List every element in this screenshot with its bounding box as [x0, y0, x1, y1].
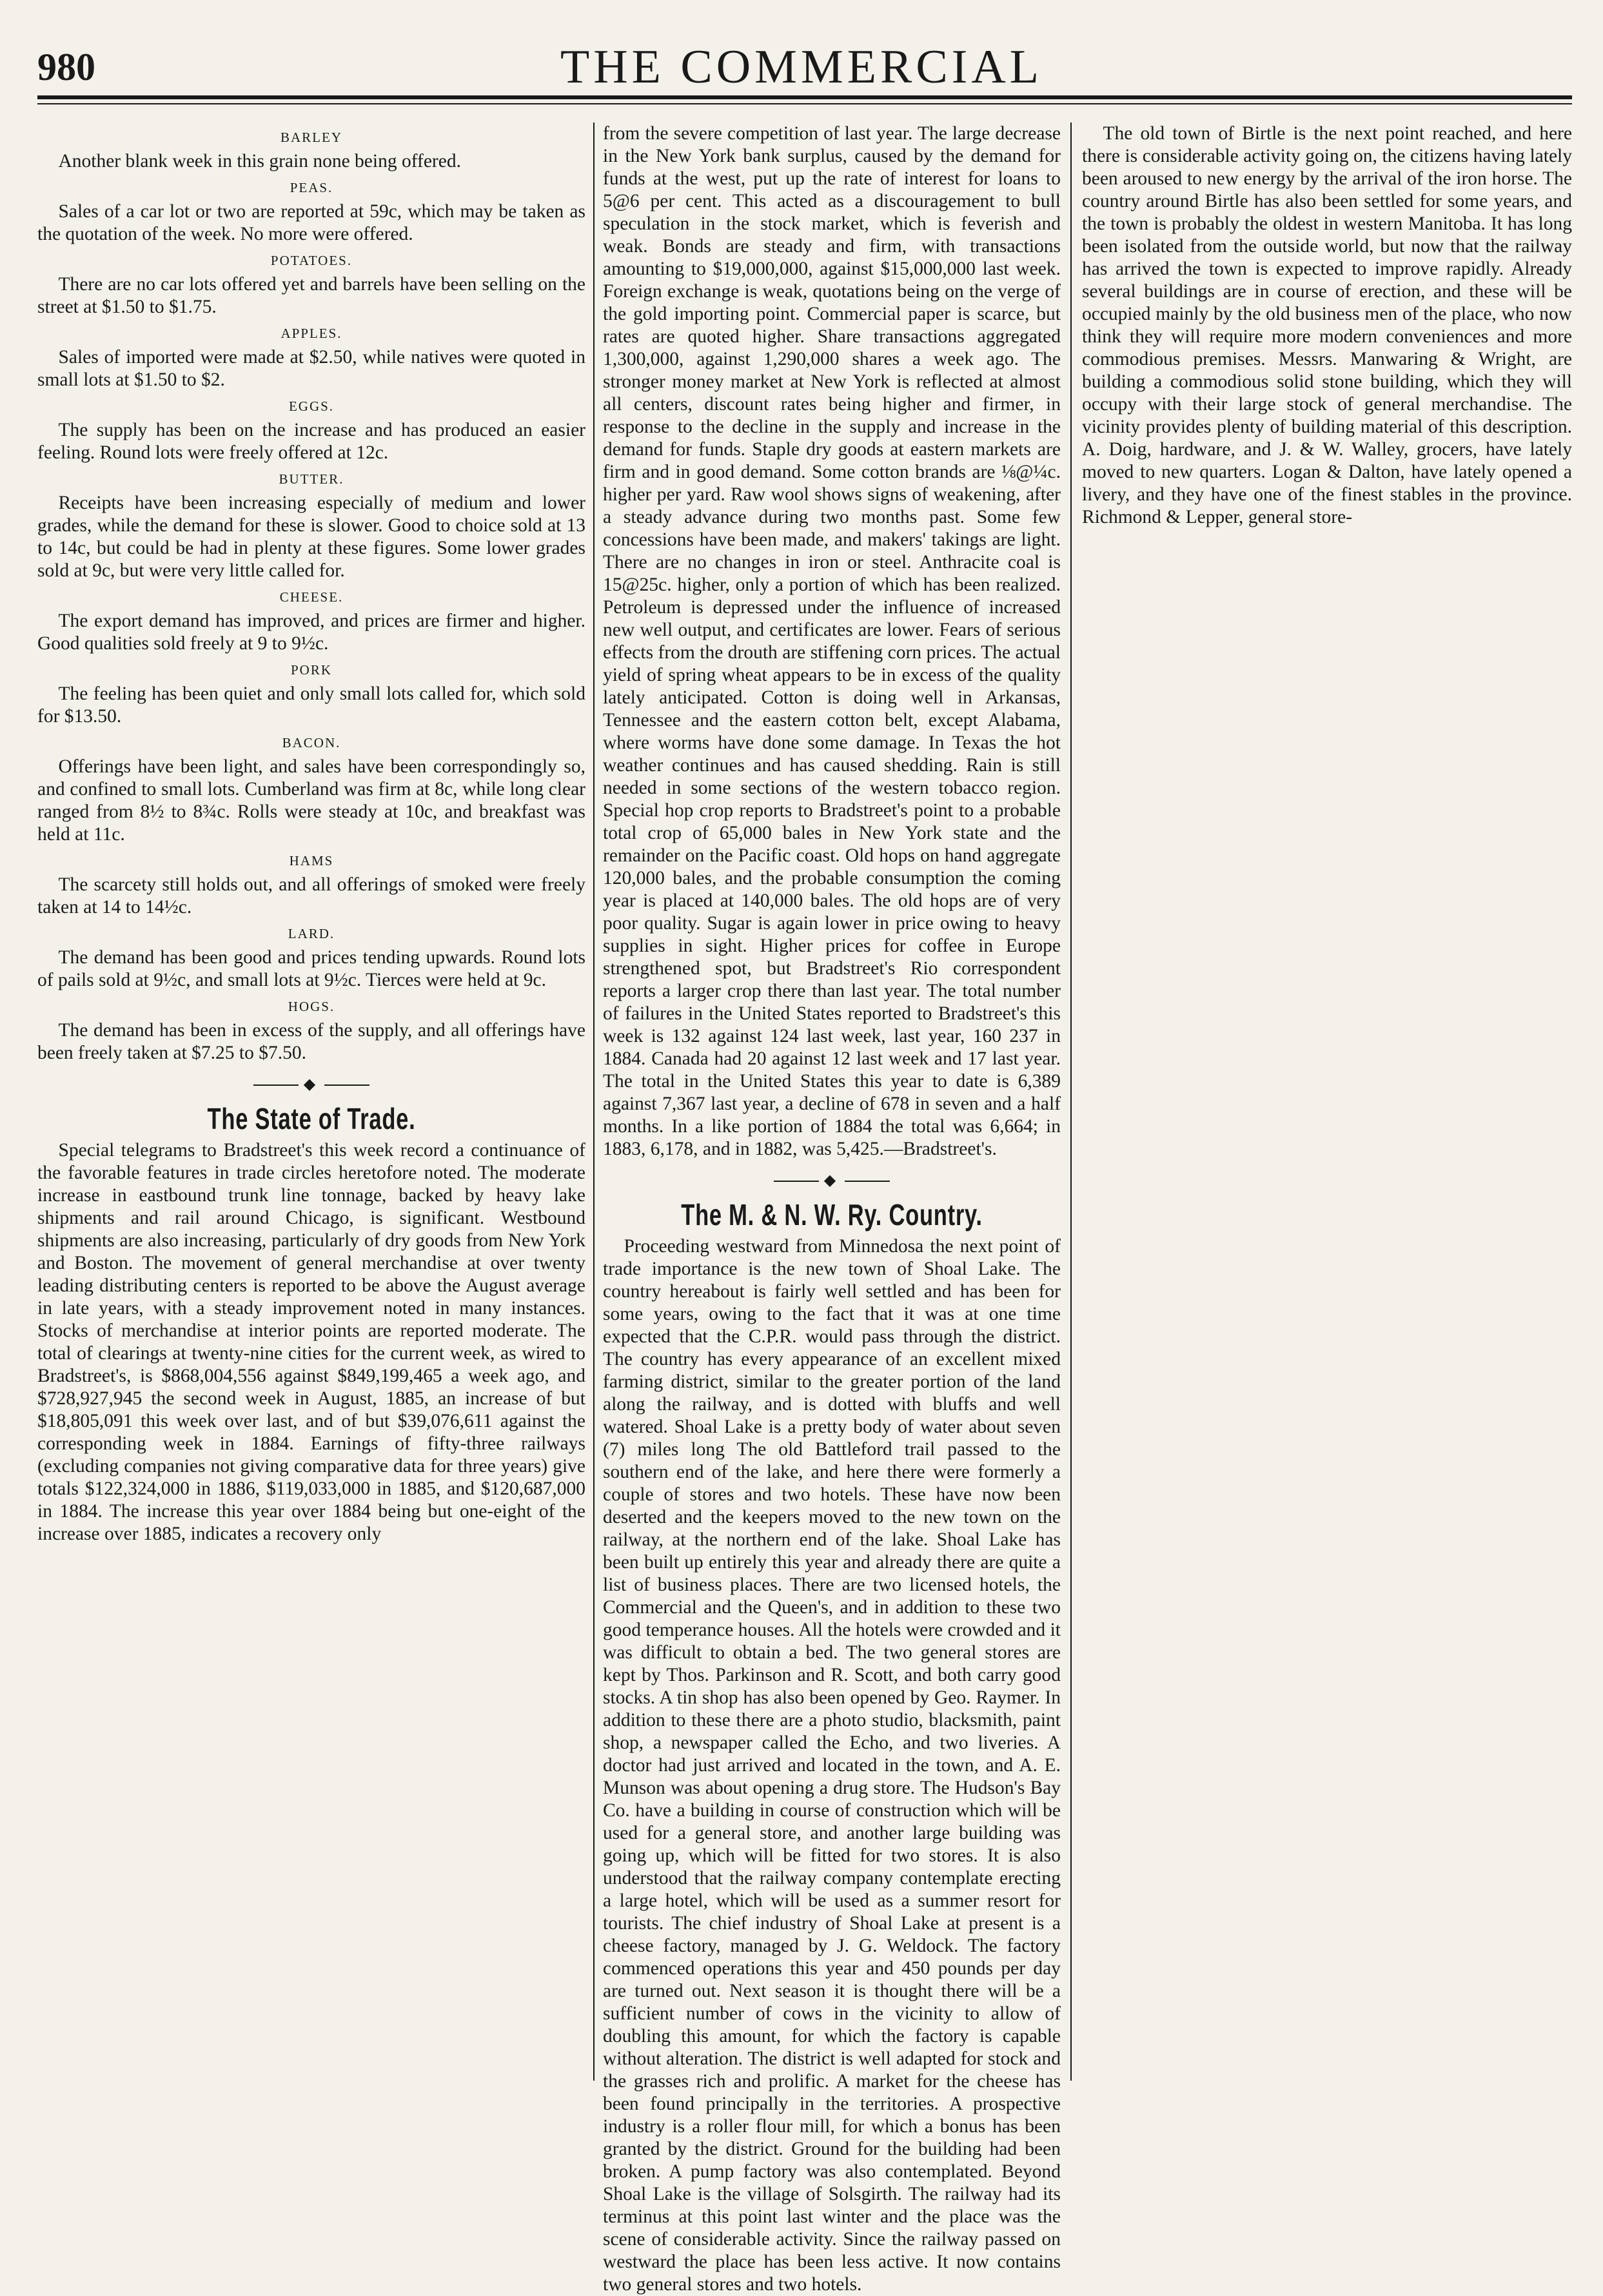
market-peas-head: PEAS. [290, 180, 333, 195]
market-apples-head: APPLES. [280, 326, 342, 341]
trade-section-title: The State of Trade. [207, 1102, 416, 1135]
section-ornament: ◆ [603, 1170, 1061, 1192]
market-cheese-text: The export demand has improved, and prices are firmer and higher. Good qualities sold freely at 9 to 9½c. [37, 611, 585, 654]
railway-paragraph-1: Proceeding westward from Minnedosa the next point of trade importance is the new town of Shoal Lake. The country hereabout is fairly well settled and has been for some years, owing to the fact that it was at one time expected that the C.P.R. would pass through the district. The country has every appearance of an excellent mixed farming district, similar to the greater portion of the land along the railway, and is dotted with bluffs and well watered. Shoal Lake is a pretty body of water about seven (7) miles long The old Battleford trail passed to the southern end of the lake, and here there were formerly a couple of stores and two hotels. These have now been deserted and the keepers moved to the new town on the railway, at the northern end of the lake. Shoal Lake has been built up entirely this year and already there are quite a list of business places. There are two licensed hotels, the Commercial and the Queen's, and in addition to these two good temperance houses. All the hotels were crowded and it was difficult to obtain a bed. The two general stores are kept by Thos. Parkinson and R. Scott, and both carry good stocks. A tin shop has also been opened by Geo. Raymer. In addition to these there are a photo studio, blacksmith, paint shop, a newspaper called the Echo, and two liveries. A doctor had just arrived and located in the town, and A. E. Munson was about opening a drug store. The Hudson's Bay Co. have a building in course of construction which will be used for a general store, and another large building was going up, which will be fitted for two stores. It is also understood that the railway company contemplate erecting a large hotel, which will be used as a summer resort for tourists. The chief industry of Shoal Lake at present is a cheese factory, managed by J. G. Weldock. The factory commenced operations this year and 450 pounds per day are turned out. Next season it is thought there will be a sufficient number of cows in the vicinity to allow of doubling this amount, for which the factory is capable without alteration. The district is well adapted for stock and the grasses rich and prolific. A market for the cheese has been found principally in the territories. A prospective industry is a roller flour mill, for which a bonus has been granted by the district. Ground for the building had been broken. A pump factory was also contemplated. Beyond Shoal Lake is the village of Solsgirth. The railway had its terminus at this point last winter and the place was the scene of considerable activity. Since the railway passed on westward the place has been less active. It now contains two general stores and two hotels. [603, 1236, 1061, 2295]
market-lard-text: The demand has been good and prices tending upwards. Round lots of pails sold at 9½c, and small lots at 9½c. Tierces were held at 9c. [37, 947, 585, 990]
market-barley-head: BARLEY [280, 130, 342, 145]
trade-paragraph-2: from the severe competition of last year. The large decrease in the New York bank surplus, caused by the demand for funds at the west, put up the rate of interest for loans to 5@6 per cent. This acted as a discouragement to bull speculation in the stock market, which is feverish and weak. Bonds are steady and firm, with transactions amounting to $19,000,000, against $15,000,000 last week. Foreign exchange is weak, quotations being on the verge of the gold importing point. Commercial paper is scarce, but rates are quoted higher. Share transactions aggregated 1,300,000, against 1,290,000 shares a week ago. The stronger money market at New York is reflected at almost all centers, discount rates being higher and firmer, in response to the decline in the supply and increase in the demand for funds. Staple dry goods at eastern markets are firm and in good demand. Some cotton brands are ⅛@¼c. higher per yard. Raw wool shows signs of weakening, after a steady advance during two months past. Some few concessions have been made, and makers' takings are light. There are no changes in iron or steel. Anthracite coal is 15@25c. higher, only a portion of which has been realized. Petroleum is depressed under the influence of increased new well output, and certificates are lower. Fears of serious effects from the drouth are stiffening corn prices. The actual yield of spring wheat appears to be in excess of the quality lately anticipated. Cotton is doing well in Arkansas, Tennessee and the eastern cotton belt, except Alabama, where worms have done some damage. In Texas the hot weather continues and has caused shedding. Rain is still needed in some sections of the western tobacco region. Special hop crop reports to Bradstreet's point to a probable total crop of 65,000 bales in New York state and the remainder on the Pacific coast. Old hops on hand aggregate 120,000 bales, and the probable consumption the coming year is placed at 140,000 bales. The old hops are of very poor quality. Sugar is again lower in price owing to heavy supplies in sight. Higher prices for coffee in Europe strengthened spot, but Bradstreet's Rio correspondent reports a larger crop there than last year. The total number of failures in the United States reported to Bradstreet's this week is 132 against 124 last week, last year, 160 237 in 1884. Canada had 20 against 12 last week and 17 last year. The total in the United States this year to date is 6,389 against 7,367 last year, a decline of 678 in seven and a half months. In a like portion of 1884 the total was 6,664; in 1883, 6,178, and in 1882, was 5,425.—Bradstreet's. [603, 123, 1061, 1159]
market-butter-text: Receipts have been increasing especially of medium and lower grades, while the demand for these is slower. Good to choice sold at 13 to 14c, but could be had in plenty at these figures. Some lower grades sold at 9c, but were very little called for. [37, 493, 585, 581]
market-bacon-text: Offerings have been light, and sales have been correspondingly so, and confined to small lots. Cumberland was firm at 8c, while long clear ranged from 8½ to 8¾c. Rolls were steady at 10c, and breakfast was held at 11c. [37, 756, 585, 845]
market-potatoes-text: There are no car lots offered yet and barrels have been selling on the street at $1.50 to $1.75. [37, 274, 585, 317]
section-ornament: ◆ [37, 1074, 585, 1096]
column-right [1082, 123, 1572, 2081]
market-lard-head: LARD. [288, 926, 335, 941]
masthead-rule-thick [37, 95, 1572, 99]
market-eggs-text: The supply has been on the increase and has produced an easier feeling. Round lots were freely offered at 12c. [37, 420, 585, 463]
railway-paragraph-2: The old town of Birtle is the next point reached, and here there is considerable activity going on, the citizens having lately been aroused to new energy by the arrival of the iron horse. The country around Birtle has also been settled for some years, and the town is probably the oldest in western Manitoba. It has long been isolated from the outside world, but now that the railway has arrived the town is expected to improve rapidly. Already several buildings are in course of erection, and these will be occupied mainly by the old business men of the place, who now think they will require more modern conveniences and more commodious premises. Messrs. Manwaring & Wright, are building a commodious solid stone building, which they will occupy with their large stock of general merchandise. The vicinity provides plenty of building material of this description. A. Doig, hardware, and J. & W. Walley, grocers, have lately moved to new quarters. Logan & Dalton, have lately opened a livery, and they have one of the finest stables in the province. Richmond & Lepper, general store- [1082, 123, 1572, 527]
market-pork-head: PORK [290, 662, 333, 678]
market-hogs-head: HOGS. [288, 999, 335, 1014]
market-pork-text: The feeling has been quiet and only small lots called for, which sold for $13.50. [37, 683, 585, 727]
column-rule-2 [1070, 123, 1072, 2081]
market-eggs-head: EGGS. [288, 398, 335, 414]
masthead-title: THE COMMERCIAL [560, 41, 1043, 93]
column-left [37, 123, 585, 2081]
market-potatoes-head: POTATOES. [270, 253, 353, 268]
railway-section-title: The M. & N. W. Ry. Country. [681, 1198, 983, 1231]
market-apples-text: Sales of imported were made at $2.50, while natives were quoted in small lots at $1.50 to $2. [37, 347, 585, 390]
market-peas-text: Sales of a car lot or two are reported at 59c, which may be taken as the quotation of the week. No more were offered. [37, 201, 585, 244]
column-rule-1 [593, 123, 595, 2081]
market-hogs-text: The demand has been in excess of the supply, and all offerings have been freely taken at $7.25 to $7.50. [37, 1020, 585, 1063]
market-hams-text: The scarcety still holds out, and all offerings of smoked were freely taken at 14 to 14½c. [37, 874, 585, 917]
market-butter-head: BUTTER. [279, 471, 344, 487]
masthead-rule-thin [37, 103, 1572, 104]
market-hams-head: HAMS [289, 853, 334, 868]
market-barley-text: Another blank week in this grain none being offered. [58, 151, 461, 172]
market-cheese-head: CHEESE. [279, 589, 344, 605]
column-middle [603, 123, 1061, 2295]
trade-paragraph-1: Special telegrams to Bradstreet's this week record a continuance of the favorable features in trade circles heretofore noted. The moderate increase in eastbound trunk line tonnage, backed by heavy lake shipments and rail around Chicago, is significant. Westbound shipments are also increasing, particularly of dry goods from New York and Boston. The movement of general merchandise at over twenty leading distributing centers is reported to be above the August average in late years, with a steady improvement noted in many instances. Stocks of merchandise at interior points are reported moderate. The total of clearings at twenty-nine cities for the current week, as wired to Bradstreet's, is $868,004,556 against $849,199,465 a week ago, and $728,927,945 the second week in August, 1885, an increase of but $18,805,091 this week over last, and of but $39,076,611 against the corresponding week in 1884. Earnings of fifty-three railways (excluding companies not giving comparative data for three years) give totals $122,324,000 in 1886, $119,033,000 in 1885, and $120,687,000 in 1884. The increase this year over 1884 being but one-eight of the increase over 1885, indicates a recovery only [37, 1140, 585, 1544]
page-number: 980 [37, 46, 95, 88]
market-bacon-head: BACON. [282, 735, 341, 751]
